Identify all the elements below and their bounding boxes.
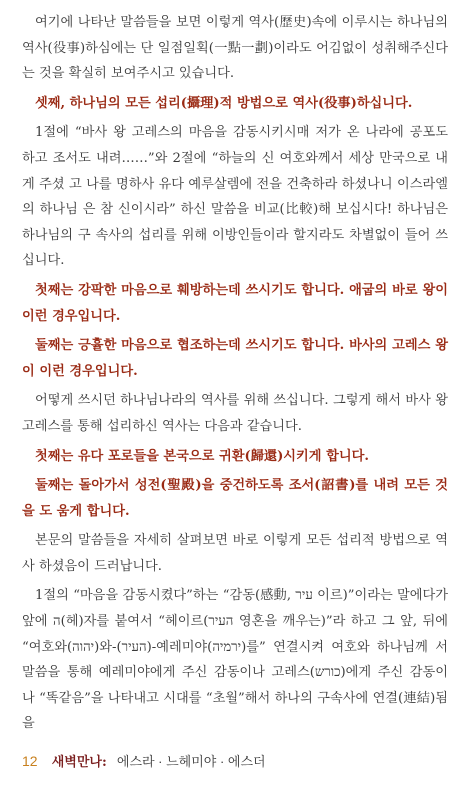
text-line: 조서도 내려……”와 2절에 “하늘의 신 여호와께서 세상 만국으로 내게 주셨 (22, 150, 448, 192)
page-number: 12 (22, 753, 38, 769)
text-line: 1절의 “마음을 감동시켰다”하는 “감동(感動, עיר 이르)”이라는 말에다가 (35, 588, 448, 604)
text-line: 본문의 말씀들을 자세히 살펴보면 바로 이렇게 모든 섭리적 방법으로 역사 (22, 533, 448, 574)
section-heading (22, 91, 448, 117)
book-title: 새벽만나: (51, 755, 107, 770)
text-line: 고레스를 통해 섭리하신 역사는 다음과 같습니다. (22, 418, 302, 434)
text-line: 것을 확실히 보여주시고 있습니다. (38, 66, 235, 82)
page-footer (22, 751, 266, 770)
text-line: 앞에 ה(헤)자를 붙여서 “헤이르(העיר 영혼을 깨우는)”라 하고 그 앞, 뒤에 (22, 614, 448, 630)
content (22, 10, 448, 737)
text-line: 나 “똑같음”을 나타내고 시대를 “초월”해서 하나의 구속사에 연결(連結)됨을 (22, 690, 448, 732)
text-line: 서 말씀을 통해 예레미야에게 주신 감동이나 고레스(כורש)에게 주신 감동이 (22, 639, 449, 681)
text-line: 이런 경우입니다. (39, 363, 138, 379)
text-line: 속사의 섭리를 위해 이방인들이라 할지라도 차별없이 들어 쓰십니다. (22, 227, 448, 269)
text-line: 어떻게 쓰시던 하나님나라의 역사를 위해 쓰십니다. 그렇게 해서 바사 왕 (35, 393, 448, 409)
text-line: 이런 경우입니다. (22, 308, 121, 324)
text-line: “여호와(יהוה)와-(העיר)-예레미야(ירמיה)를” 연결시켜 여호와 하나님께 (22, 639, 428, 655)
text-line: 첫째는 유다 포로들을 본국으로 귀환(歸還)시키게 합니다. (35, 448, 369, 464)
text-line: 하셨음이 드러납니다. (38, 558, 162, 574)
section-heading (22, 444, 448, 470)
body-paragraph (22, 528, 448, 579)
body-paragraph (22, 10, 448, 87)
section-heading (22, 333, 448, 384)
text-line: 첫째는 강팍한 마음으로 훼방하는데 쓰시기도 합니다. 애굽의 바로 왕이 (35, 282, 448, 298)
body-paragraph (22, 388, 448, 439)
body-paragraph (22, 120, 448, 274)
section-heading (22, 473, 448, 524)
text-line: 1절에 “바사 왕 고레스의 마음을 감동시키시매 저가 온 나라에 공포도 하고 (22, 125, 448, 166)
text-line: 움게 합니다. (56, 503, 130, 519)
text-line: 은 참 신이시라” 하신 말씀을 비교(比較)해 보십시다! 하나님은 하나님의 구 (22, 202, 448, 243)
section-heading (22, 278, 448, 329)
text-line: 여기에 나타난 말씀들을 보면 이렇게 역사(歷史)속에 이루시는 하나님의 (35, 15, 448, 30)
book-subtitle: 에스라 · 느헤미야 · 에스더 (116, 754, 266, 769)
text-line: 고 나를 명하사 유다 예루살렘에 전을 건축하라 하셨나니 이스라엘의 하나님 (22, 176, 448, 218)
body-paragraph (22, 583, 448, 737)
text-line: 둘째는 돌아가서 성전(聖殿)을 중건하도록 조서(詔書)를 내려 모든 것을 도 (22, 478, 448, 519)
text-line: 둘째는 긍휼한 마음으로 협조하는데 쓰시기도 합니다. 바사의 고레스 왕이 (22, 338, 448, 379)
text-line: 역사(役事)하심에는 단 일점일획(一點一劃)이라도 어김없이 성취해주신다는 (22, 40, 448, 82)
text-line: 셋째, 하나님의 모든 섭리(攝理)적 방법으로 역사(役事)하십니다. (35, 95, 413, 111)
